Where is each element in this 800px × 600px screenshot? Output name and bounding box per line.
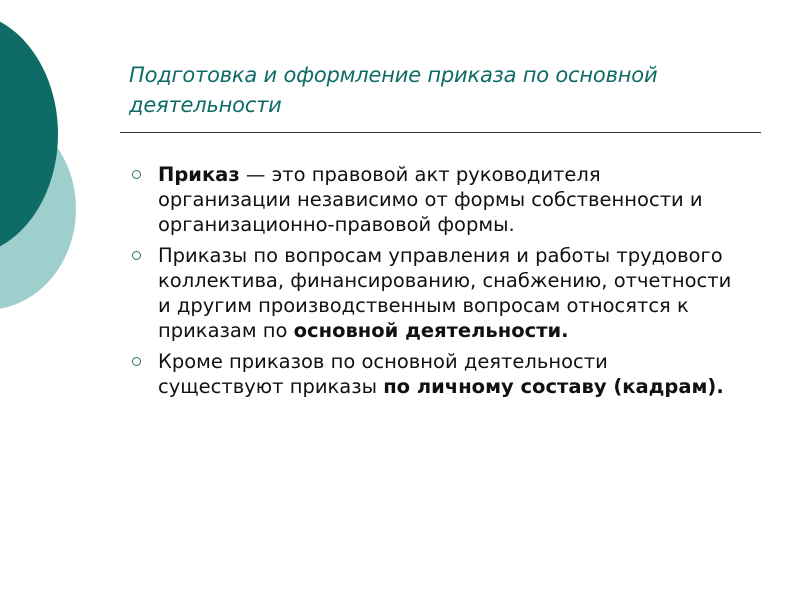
bold-emphasis: по личному составу (кадрам). (383, 375, 724, 398)
bold-term: Приказ (158, 163, 240, 186)
bullet-item-3 (132, 349, 732, 399)
bullet-text (158, 349, 732, 399)
bold-emphasis: основной деятельности. (293, 319, 569, 342)
bullet-list (132, 162, 732, 405)
slide-title: Подготовка и оформление приказа по основной деятельности (129, 63, 658, 117)
item-text: Приказы по вопросам управления и работы трудового коллектива, финансированию, снабжению, отчетности и другим производственным вопросам относятся к приказам по (158, 244, 732, 342)
bullet-text (158, 243, 732, 343)
item-text: Кроме приказов по основной деятельности существуют приказы (158, 350, 608, 398)
item-text: — это правовой акт руководителя организации независимо от формы собственности и организационно-правовой формы. (158, 163, 703, 236)
bullet-item-1 (132, 162, 732, 237)
bullet-circle-icon (132, 251, 141, 260)
bullet-item-2 (132, 243, 732, 343)
bullet-circle-icon (132, 357, 141, 366)
bullet-text (158, 162, 732, 237)
title-divider (120, 132, 761, 133)
bullet-circle-icon (132, 170, 141, 179)
